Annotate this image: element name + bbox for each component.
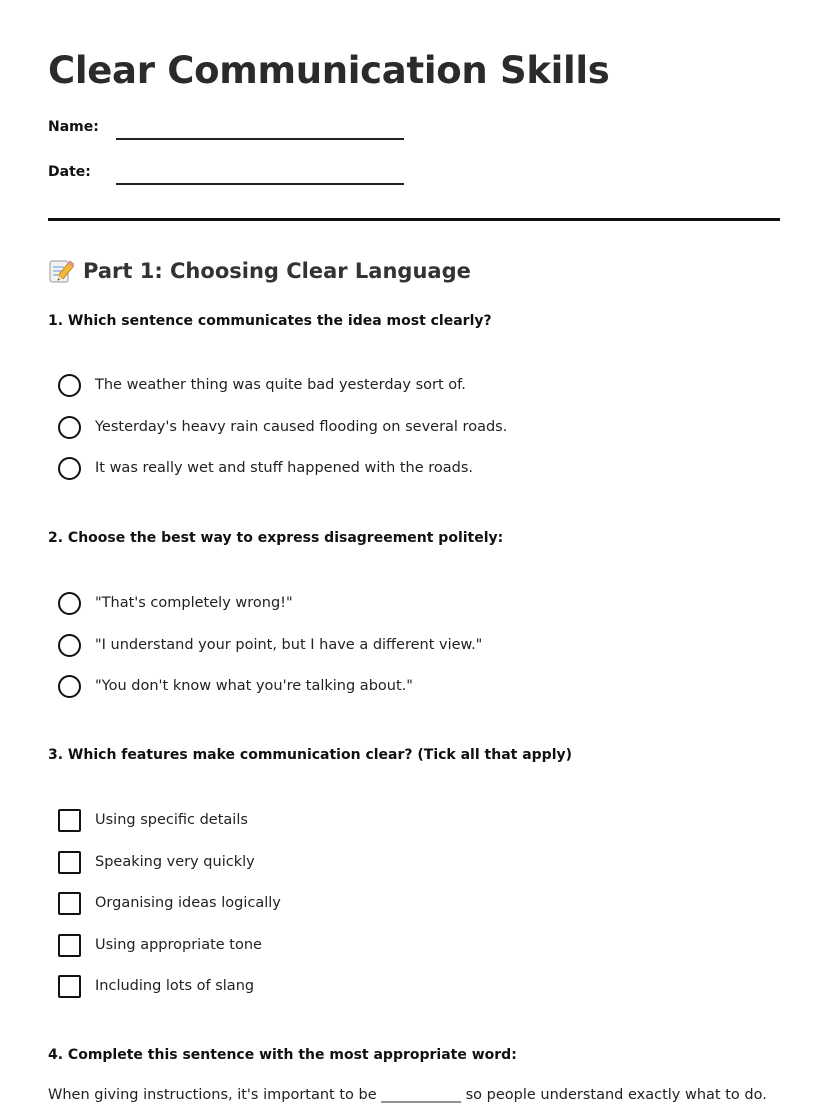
option-label: Organising ideas logically (95, 895, 281, 911)
radio-button[interactable] (58, 592, 81, 615)
option-label: Speaking very quickly (95, 854, 255, 870)
q3-option-2[interactable] (58, 850, 255, 874)
option-label: Including lots of slang (95, 978, 255, 994)
q2-option-1[interactable] (58, 591, 293, 615)
fill-in-sentence[interactable]: When giving instructions, it's important to be ___________ so people understand exactly what to do. (48, 1087, 767, 1103)
q3-option-1[interactable] (58, 808, 248, 832)
name-field (48, 118, 448, 148)
q1-option-1[interactable] (58, 373, 466, 397)
option-label: "That's completely wrong!" (95, 595, 293, 611)
q3-option-5[interactable] (58, 974, 254, 998)
q1-option-3[interactable] (58, 456, 473, 480)
date-label: Date: (48, 164, 91, 180)
option-label: The weather thing was quite bad yesterday sort of. (95, 377, 466, 393)
option-label: "You don't know what you're talking about." (95, 678, 413, 694)
q2-option-2[interactable] (58, 633, 482, 657)
date-field (48, 163, 448, 193)
name-input-line[interactable] (116, 138, 404, 140)
option-label: Using appropriate tone (95, 937, 262, 953)
question-1: 1. Which sentence communicates the idea most clearly? (48, 313, 492, 329)
q1-option-2[interactable] (58, 415, 507, 439)
q3-option-4[interactable] (58, 933, 262, 957)
option-label: It was really wet and stuff happened with the roads. (95, 460, 474, 476)
part-1-title: Part 1: Choosing Clear Language (83, 259, 471, 283)
name-label: Name: (48, 119, 99, 135)
checkbox[interactable] (58, 892, 81, 915)
radio-button[interactable] (58, 457, 81, 480)
worksheet-title: Clear Communication Skills (48, 49, 610, 92)
option-label: "I understand your point, but I have a different view." (95, 637, 483, 653)
part-1-heading (48, 257, 471, 285)
header-divider (48, 218, 780, 221)
radio-button[interactable] (58, 416, 81, 439)
checkbox[interactable] (58, 975, 81, 998)
radio-button[interactable] (58, 374, 81, 397)
option-label: Yesterday's heavy rain caused flooding on several roads. (95, 419, 508, 435)
radio-button[interactable] (58, 675, 81, 698)
checkbox[interactable] (58, 809, 81, 832)
question-2: 2. Choose the best way to express disagreement politely: (48, 530, 504, 546)
checkbox[interactable] (58, 851, 81, 874)
date-input-line[interactable] (116, 183, 404, 185)
question-4: 4. Complete this sentence with the most appropriate word: (48, 1047, 517, 1063)
q3-option-3[interactable] (58, 891, 281, 915)
option-label: Using specific details (95, 812, 248, 828)
q2-option-3[interactable] (58, 674, 413, 698)
radio-button[interactable] (58, 634, 81, 657)
memo-icon (48, 258, 74, 284)
checkbox[interactable] (58, 934, 81, 957)
question-3: 3. Which features make communication clear? (Tick all that apply) (48, 747, 573, 763)
